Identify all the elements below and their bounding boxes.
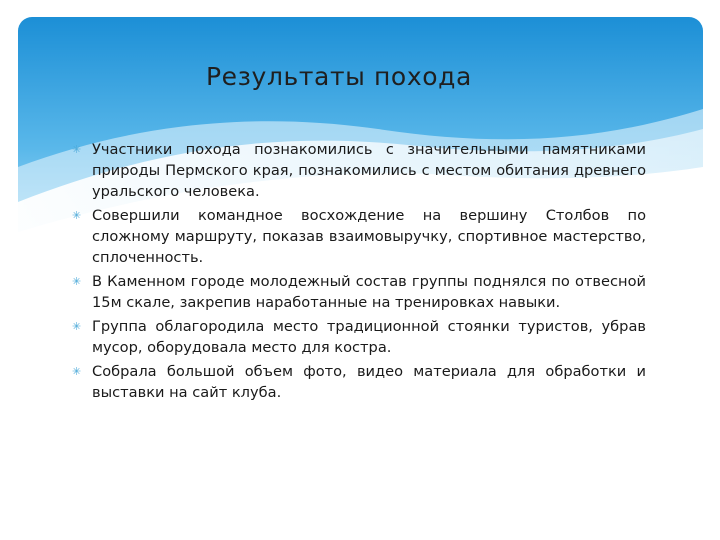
- list-item: [74, 139, 646, 202]
- bullet-text: В Каменном городе молодежный состав группы поднялся по отвесной 15м скале, закрепив наработанные на тренировках навыки.: [92, 273, 646, 311]
- bullet-text: Совершили командное восхождение на вершину Столбов по сложному маршруту, показав взаимовыручку, спортивное мастерство, сплоченность.: [92, 207, 646, 266]
- bullet-text: Собрала большой объем фото, видео материала для обработки и выставки на сайт клуба.: [92, 363, 646, 401]
- list-item: [74, 205, 646, 268]
- slide-title: Результаты похода: [206, 62, 472, 91]
- list-item: [74, 316, 646, 358]
- bullet-text: Участники похода познакомились с значительными памятниками природы Пермского края, познакомились с местом обитания древнего уральского человека.: [92, 141, 646, 200]
- list-item: [74, 361, 646, 403]
- asterisk-icon: ✳: [72, 365, 82, 378]
- list-item: [74, 271, 646, 313]
- asterisk-icon: ✳: [72, 209, 82, 222]
- bullet-text: Группа облагородила место традиционной стоянки туристов, убрав мусор, оборудовала место для костра.: [92, 318, 646, 356]
- asterisk-icon: ✳: [72, 320, 82, 333]
- asterisk-icon: ✳: [72, 143, 82, 156]
- asterisk-icon: ✳: [72, 275, 82, 288]
- slide: [18, 17, 703, 531]
- bullet-list: [74, 139, 646, 406]
